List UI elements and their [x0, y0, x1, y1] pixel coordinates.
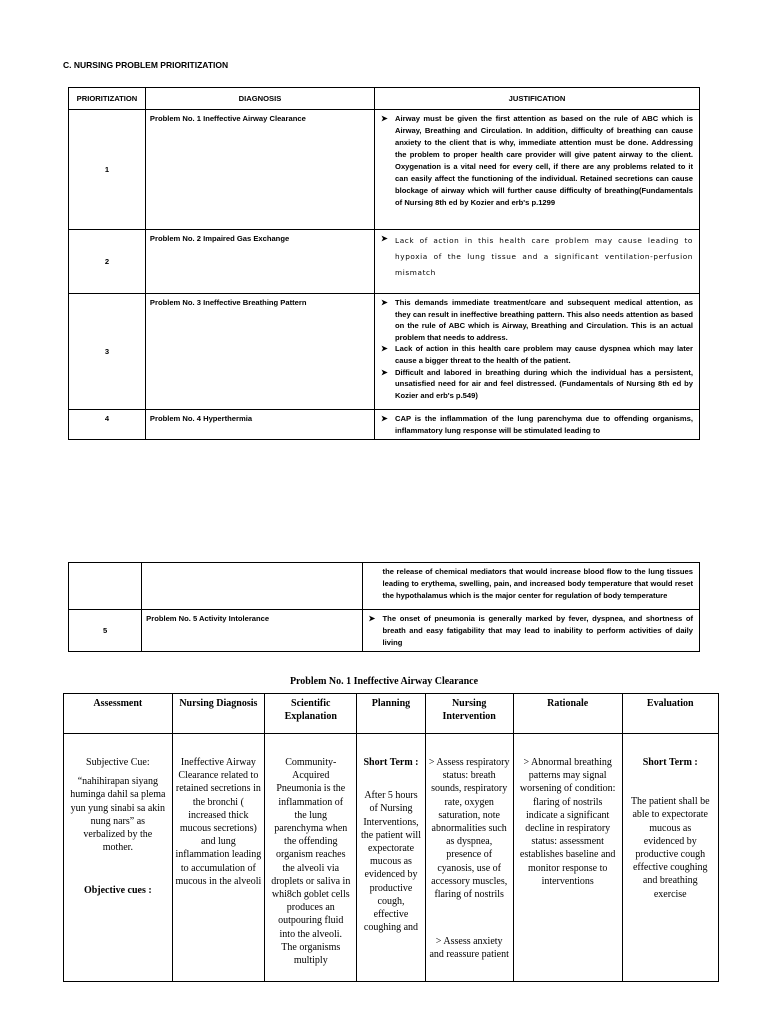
justification-cell: [375, 110, 700, 230]
scientific-explanation-cell: [265, 734, 357, 982]
arrow-bullet-icon: ➤: [381, 344, 388, 354]
nursing-care-plan-table: [63, 693, 719, 982]
justification-text: CAP is the inflammation of the lung parenchyma due to offending organisms, inflammatory lung response will be stimulated leading to: [395, 414, 693, 435]
header-scientific-explanation: Scientific Explanation: [265, 694, 357, 734]
table-row: [69, 294, 700, 410]
empty-cell: [142, 563, 362, 610]
priority-number: 3: [69, 294, 146, 410]
priority-number: 4: [69, 410, 146, 440]
rationale-cell: [513, 734, 622, 982]
header-prioritization: PRIORITIZATION: [69, 88, 146, 110]
justification-cell: [375, 410, 700, 440]
header-nursing-diagnosis: Nursing Diagnosis: [172, 694, 264, 734]
table-row: [69, 110, 700, 230]
diagnosis-cell: Problem No. 4 Hyperthermia: [145, 410, 374, 440]
table-row: [69, 563, 700, 610]
arrow-bullet-icon: ➤: [368, 614, 376, 623]
table-row: [69, 610, 700, 652]
header-justification: JUSTIFICATION: [375, 88, 700, 110]
evaluation-text: The patient shall be able to expectorate mucous as evidenced by productive cough effective coughing and breathing exercise: [630, 796, 710, 900]
subjective-quote: “nahihirapan siyang huminga dahil sa plema yun yung sinabi sa akin nung nars” as verbalized by the mother.: [70, 776, 166, 854]
diagnosis-cell: Problem No. 1 Ineffective Airway Clearance: [145, 110, 374, 230]
arrow-bullet-icon: ➤: [381, 414, 388, 423]
planning-cell: [357, 734, 425, 982]
prioritization-table-continuation: [68, 562, 700, 652]
nursing-intervention-cell: [425, 734, 513, 982]
justification-text: Difficult and labored in breathing during which the individual has a persistent, unsatisfied need for air and feel distressed. (Fundamentals of Nursing 8th ed by Kozier and erb's p.549): [395, 367, 693, 400]
diagnosis-text: Ineffective Airway Clearance related to retained secretions in the bronchi ( increased thick mucous secretions) and lung inflammation leading to accumulation of mucous in the alveoli: [175, 757, 262, 887]
empty-cell: [69, 563, 142, 610]
priority-number: 1: [69, 110, 146, 230]
rationale-text: > Abnormal breathing patterns may signal worsening of condition: flaring of nostrils indicate a significant decline in respiratory status: assessment establishes baseline and monitor response to interventions: [519, 757, 616, 887]
header-evaluation: Evaluation: [622, 694, 719, 734]
justification-text: The onset of pneumonia is generally marked by fever, dyspnea, and shortness of breath and easy fatigability that may lead to inability to perform activities of daily living: [382, 614, 693, 647]
planning-label: Short Term :: [363, 757, 419, 768]
arrow-bullet-icon: ➤: [381, 234, 388, 243]
explanation-text: Community-Acquired Pneumonia is the inflammation of the lung parenchyma when the offending organism reaches the alveoli via droplets or saliva in whi8ch goblet cells produces an outpouring fluid into the alveoli. The organisms multiply: [271, 757, 351, 967]
objective-cues-label: Objective cues :: [83, 885, 152, 897]
justification-continuation: the release of chemical mediators that would increase blood flow to the lung tissues leading to erythema, swelling, pain, and increased body temperature that would reset the hypothalamus which is the major center for regulation of body temperature: [362, 563, 699, 610]
justification-text: This demands immediate treatment/care and subsequent medical attention, as they can result in ineffective breathing pattern. This also needs attention as based on the rule of ABC which is Airway, Breathing and Circulation. This is an actual problem that needs to address.: [395, 298, 693, 342]
arrow-bullet-icon: ➤: [381, 298, 388, 307]
table-row: [64, 734, 719, 982]
header-diagnosis: DIAGNOSIS: [145, 88, 374, 110]
nursing-diagnosis-cell: [172, 734, 264, 982]
arrow-bullet-icon: ➤: [381, 114, 388, 123]
intervention-item: > Assess anxiety and reassure patient: [429, 936, 509, 961]
diagnosis-cell: Problem No. 5 Activity Intolerance: [142, 610, 362, 652]
header-planning: Planning: [357, 694, 425, 734]
diagnosis-cell: Problem No. 2 Impaired Gas Exchange: [145, 230, 374, 294]
assessment-cell: [64, 734, 173, 982]
subjective-cue-label: Subjective Cue:: [86, 757, 150, 768]
section-title: C. NURSING PROBLEM PRIORITIZATION: [63, 60, 229, 70]
justification-text: Lack of action in this health care problem may cause leading to hypoxia of the lung tissue and a significant ventilation-perfusion mismatch: [395, 236, 693, 277]
priority-number: 5: [69, 610, 142, 652]
header-assessment: Assessment: [64, 694, 173, 734]
justification-cell: [362, 610, 699, 652]
care-plan-title: Problem No. 1 Ineffective Airway Clearance: [289, 676, 479, 687]
planning-text: After 5 hours of Nursing Interventions, the patient will expectorate mucous as evidenced by productive cough, effective coughing and: [360, 790, 421, 934]
justification-text: Lack of action in this health care problem may cause dyspnea which may later cause a bigger threat to the health of the patient.: [395, 344, 693, 365]
intervention-item: > Assess respiratory status: breath sounds, respiratory rate, oxygen saturation, note abnormalities such as dyspnea, presence of cyanosis, use of accessory muscles, flaring of nostrils: [428, 757, 510, 901]
header-nursing-intervention: Nursing Intervention: [425, 694, 513, 734]
evaluation-label: Short Term :: [642, 757, 698, 768]
justification-text: Airway must be given the first attention as based on the rule of ABC which is Airway, Breathing and Circulation. In addition, difficulty of breathing can cause anxiety to the client that is why, immediate attention must be done. Addressing the problem to proper health care provider will give patent airway to the client. Oxygenation is a vital need for every cell, if there are any problems related to it can easily affect the functioning of the individual. Retained secretions can cause blockage of airway which will further cause difficulty of breathing(Fundamentals of Nursing 8th ed by Kozier and erb's p.1299: [395, 114, 693, 207]
prioritization-table: [68, 87, 700, 440]
justification-cell: [375, 230, 700, 294]
table-row: [69, 230, 700, 294]
justification-cell: [375, 294, 700, 410]
header-rationale: Rationale: [513, 694, 622, 734]
priority-number: 2: [69, 230, 146, 294]
evaluation-cell: [622, 734, 719, 982]
diagnosis-cell: Problem No. 3 Ineffective Breathing Pattern: [145, 294, 374, 410]
table-row: [69, 410, 700, 440]
arrow-bullet-icon: ➤: [381, 367, 388, 377]
